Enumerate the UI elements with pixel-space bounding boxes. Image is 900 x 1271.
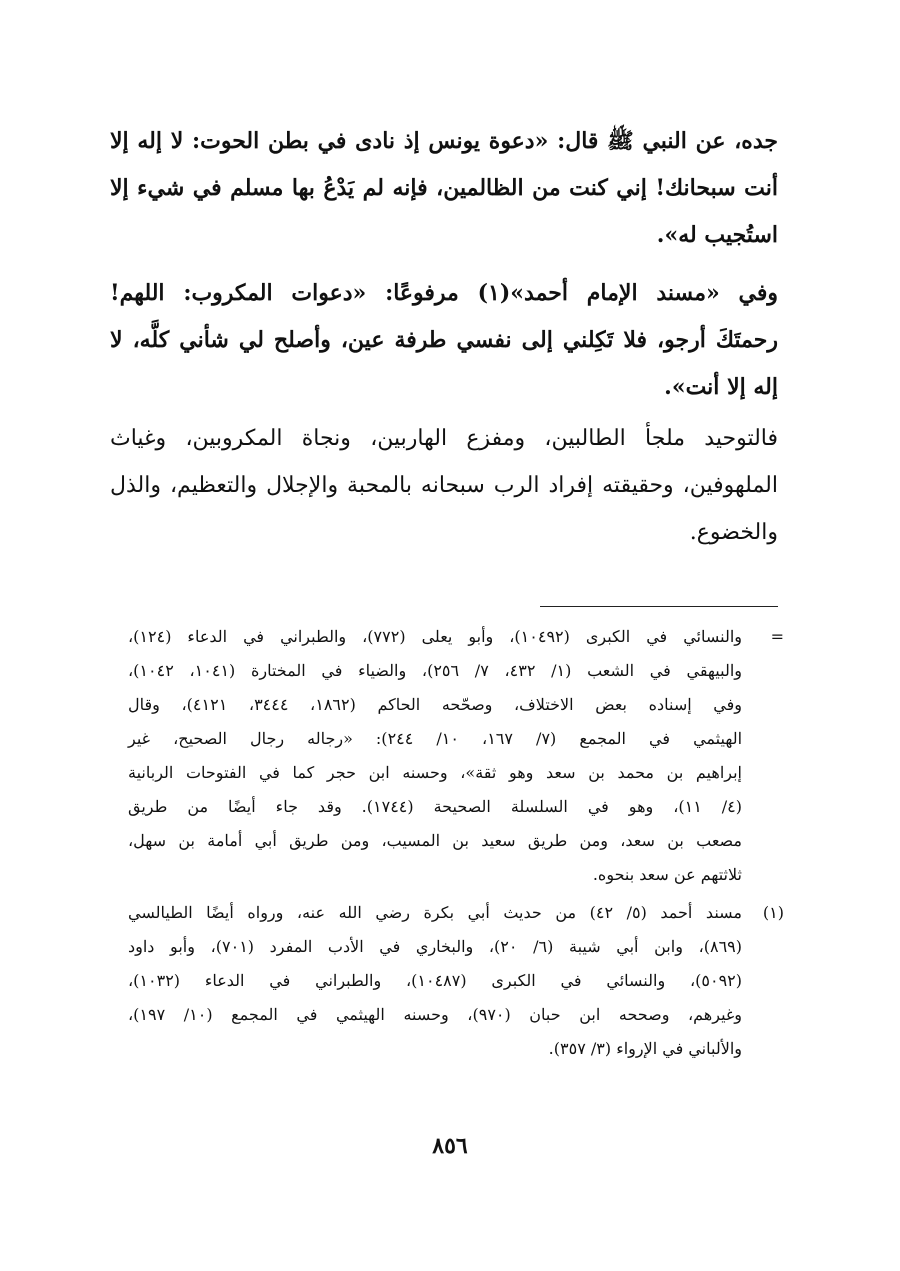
main-text-line: رحمتَكَ أرجو، فلا تَكِلني إلى نفسي طرفة عين، وأصلح لي شأني كلَّه، لا	[110, 327, 778, 353]
footnote-separator	[540, 606, 778, 607]
footnote-line: والنسائي في الكبرى (١٠٤٩٢)، وأبو يعلى (٧٧٢)، والطبراني في الدعاء (١٢٤)،	[128, 627, 743, 646]
footnote-number-1: (١)	[762, 903, 784, 922]
footnote-line: إبراهيم بن محمد بن سعد وهو ثقة»، وحسنه ابن حجر كما في الفتوحات الربانية	[128, 763, 742, 782]
main-text-line: الملهوفين، وحقيقته إفراد الرب سبحانه بالمحبة والإجلال والتعظيم، والذل	[110, 473, 778, 498]
footnote-line: مصعب بن سعد، ومن طريق سعيد بن المسيب، ومن طريق أبي أمامة بن سهل،	[128, 831, 742, 850]
footnote-continued-marker: =	[770, 627, 784, 646]
footnote-line: (٤/ ١١)، وهو في السلسلة الصحيحة (١٧٤٤). وقد جاء أيضًا من طريق	[128, 797, 743, 816]
main-text-line: والخضوع.	[689, 520, 778, 545]
footnote-line: وفي إسناده بعض الاختلاف، وصحّحه الحاكم (١٨٦٢، ٣٤٤٤، ٤١٢١)، وقال	[128, 695, 742, 714]
footnote-line: الهيثمي في المجمع (٧/ ١٦٧، ١٠/ ٢٤٤): «رجاله رجال الصحيح، غير	[128, 729, 743, 748]
footnote-line: (٨٦٩)، وابن أبي شيبة (٦/ ٢٠)، والبخاري في الأدب المفرد (٧٠١)، وأبو داود	[128, 937, 743, 956]
main-text-line: أنت سبحانك! إني كنت من الظالمين، فإنه لم يَدْعُ بها مسلم في شيء إلا	[110, 175, 778, 201]
main-text-line: استُجيب له».	[656, 222, 778, 248]
footnote-line: وغيرهم، وصححه ابن حبان (٩٧٠)، وحسنه الهيثمي في المجمع (١٠/ ١٩٧)،	[128, 1005, 742, 1024]
footnote-line: والألباني في الإرواء (٣/ ٣٥٧).	[548, 1039, 742, 1058]
footnote-line: والبيهقي في الشعب (١/ ٤٣٢، ٧/ ٢٥٦)، والضياء في المختارة (١٠٤١، ١٠٤٢)،	[128, 661, 743, 680]
footnote-line: مسند أحمد (٥/ ٤٢) من حديث أبي بكرة رضي الله عنه، ورواه أيضًا الطيالسي	[128, 903, 742, 922]
footnote-line: ثلاثتهم عن سعد بنحوه.	[592, 865, 742, 884]
main-text-line: جده، عن النبي ﷺ قال: «دعوة يونس إذ نادى في بطن الحوت: لا إله إلا	[110, 128, 778, 154]
footnote-line: (٥٠٩٢)، والنسائي في الكبرى (١٠٤٨٧)، والطبراني في الدعاء (١٠٣٢)،	[128, 971, 743, 990]
main-text-line: فالتوحيد ملجأ الطالبين، ومفزع الهاربين، ونجاة المكروبين، وغياث	[110, 426, 778, 451]
main-text-line: إله إلا أنت».	[664, 374, 778, 400]
main-text-line: وفي «مسند الإمام أحمد»(١) مرفوعًا: «دعوات المكروب: اللهم!	[110, 280, 778, 306]
page-number: ٨٥٦	[432, 1133, 468, 1159]
